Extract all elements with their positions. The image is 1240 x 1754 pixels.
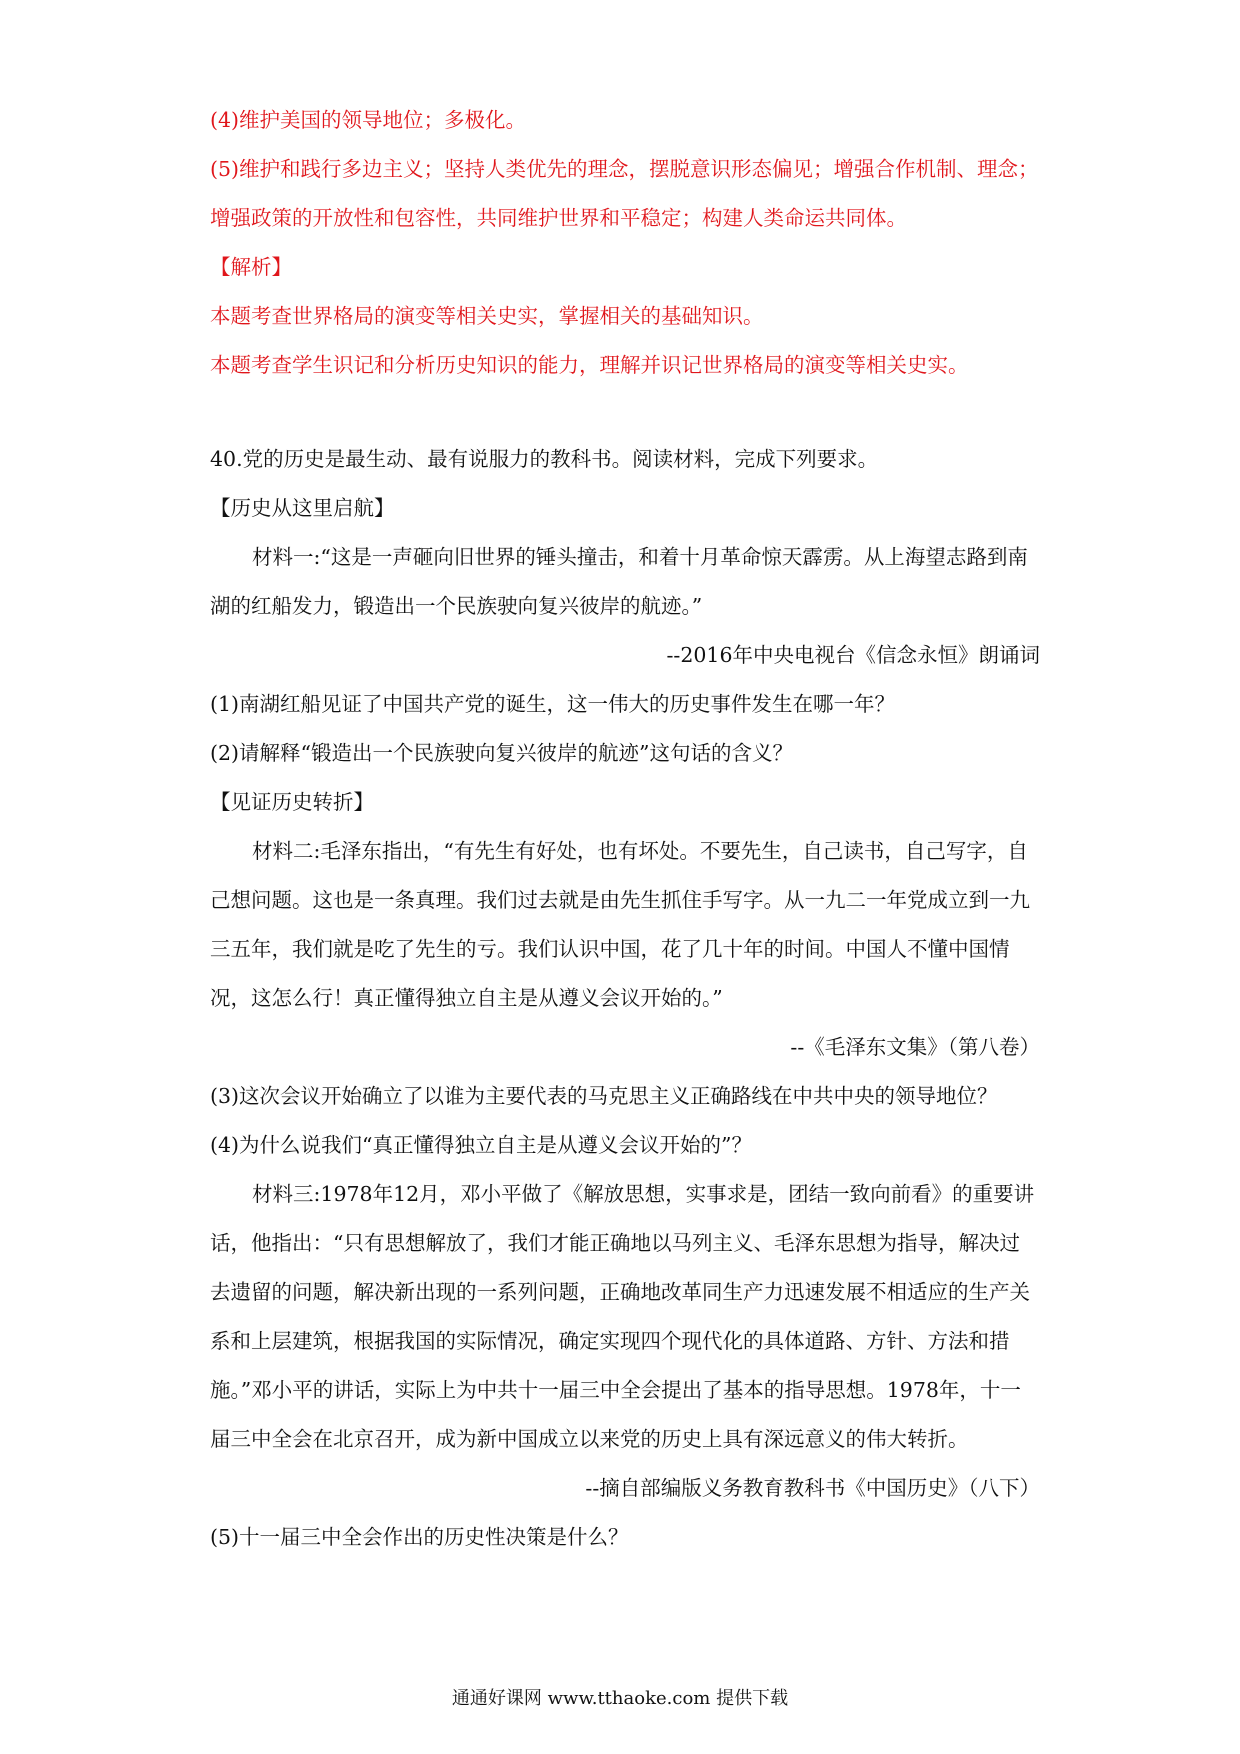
source-1: --2016年中央电视台《信念永恒》朗诵词 — [666, 643, 1040, 667]
analysis-line-2: 本题考查学生识记和分析历史知识的能力，理解并识记世界格局的演变等相关史实。 — [210, 353, 969, 377]
page-footer: 通通好课网 www.tthaoke.com 提供下载 — [451, 1688, 789, 1709]
analysis-line-1: 本题考查世界格局的演变等相关史实，掌握相关的基础知识。 — [210, 304, 764, 328]
question-1: (1)南湖红船见证了中国共产党的诞生，这一伟大的历史事件发生在哪一年？ — [210, 692, 896, 716]
material-2: 材料二:毛泽东指出，“有先生有好处，也有坏处。不要先生，自己读书，自己写字，自己想问题。这也是一条真理。我们过去就是由先生抓住手写字。从一九二一年党成立到一九三五年，我们就是吃了先生的亏。我们认识中国，花了几十年的时间。中国人不懂中国情况，这怎么行！真正懂得独立自主是从遵义会议开始的。” — [210, 839, 1030, 1010]
source-2: --《毛泽东文集》（第八卷） — [790, 1035, 1040, 1059]
question-title: 40.党的历史是最生动、最有说服力的教科书。阅读材料，完成下列要求。 — [210, 447, 879, 471]
analysis-heading: 【解析】 — [210, 255, 292, 279]
material-1: 材料一:“这是一声砸向旧世界的锤头撞击，和着十月革命惊天霹雳。从上海望志路到南湖的红船发力，锻造出一个民族驶向复兴彼岸的航迹。” — [210, 545, 1028, 618]
answer-4: (4)维护美国的领导地位；多极化。 — [210, 108, 527, 132]
question-5: (5)十一届三中全会作出的历史性决策是什么？ — [210, 1525, 629, 1549]
question-3: (3)这次会议开始确立了以谁为主要代表的马克思主义正确路线在中共中央的领导地位？ — [210, 1084, 998, 1108]
material-3: 材料三:1978年12月，邓小平做了《解放思想，实事求是，团结一致向前看》的重要讲话，他指出：“只有思想解放了，我们才能正确地以马列主义、毛泽东思想为指导，解决过去遗留的问题，解决新出现的一系列问题，正确地改革同生产力迅速发展不相适应的生产关系和上层建筑，根据我国的实际情况，确定实现四个现代化的具体道路、方针、方法和措施。”邓小平的讲话，实际上为中共十一届三中全会提出了基本的指导思想。1978年，十一届三中全会在北京召开，成为新中国成立以来党的历史上具有深远意义的伟大转折。 — [210, 1182, 1035, 1451]
section-heading-1: 【历史从这里启航】 — [210, 496, 395, 520]
section-heading-2: 【见证历史转折】 — [210, 790, 374, 814]
spacer — [210, 390, 1040, 435]
document-body — [210, 96, 1040, 1562]
question-2: (2)请解释“锻造出一个民族驶向复兴彼岸的航迹”这句话的含义？ — [210, 741, 793, 765]
source-3: --摘自部编版义务教育教科书《中国历史》（八下） — [585, 1476, 1040, 1500]
answer-5: (5)维护和践行多边主义；坚持人类优先的理念，摆脱意识形态偏见；增强合作机制、理念；增强政策的开放性和包容性，共同维护世界和平稳定；构建人类命运共同体。 — [210, 157, 1039, 230]
question-4: (4)为什么说我们“真正懂得独立自主是从遵义会议开始的”？ — [210, 1133, 752, 1157]
